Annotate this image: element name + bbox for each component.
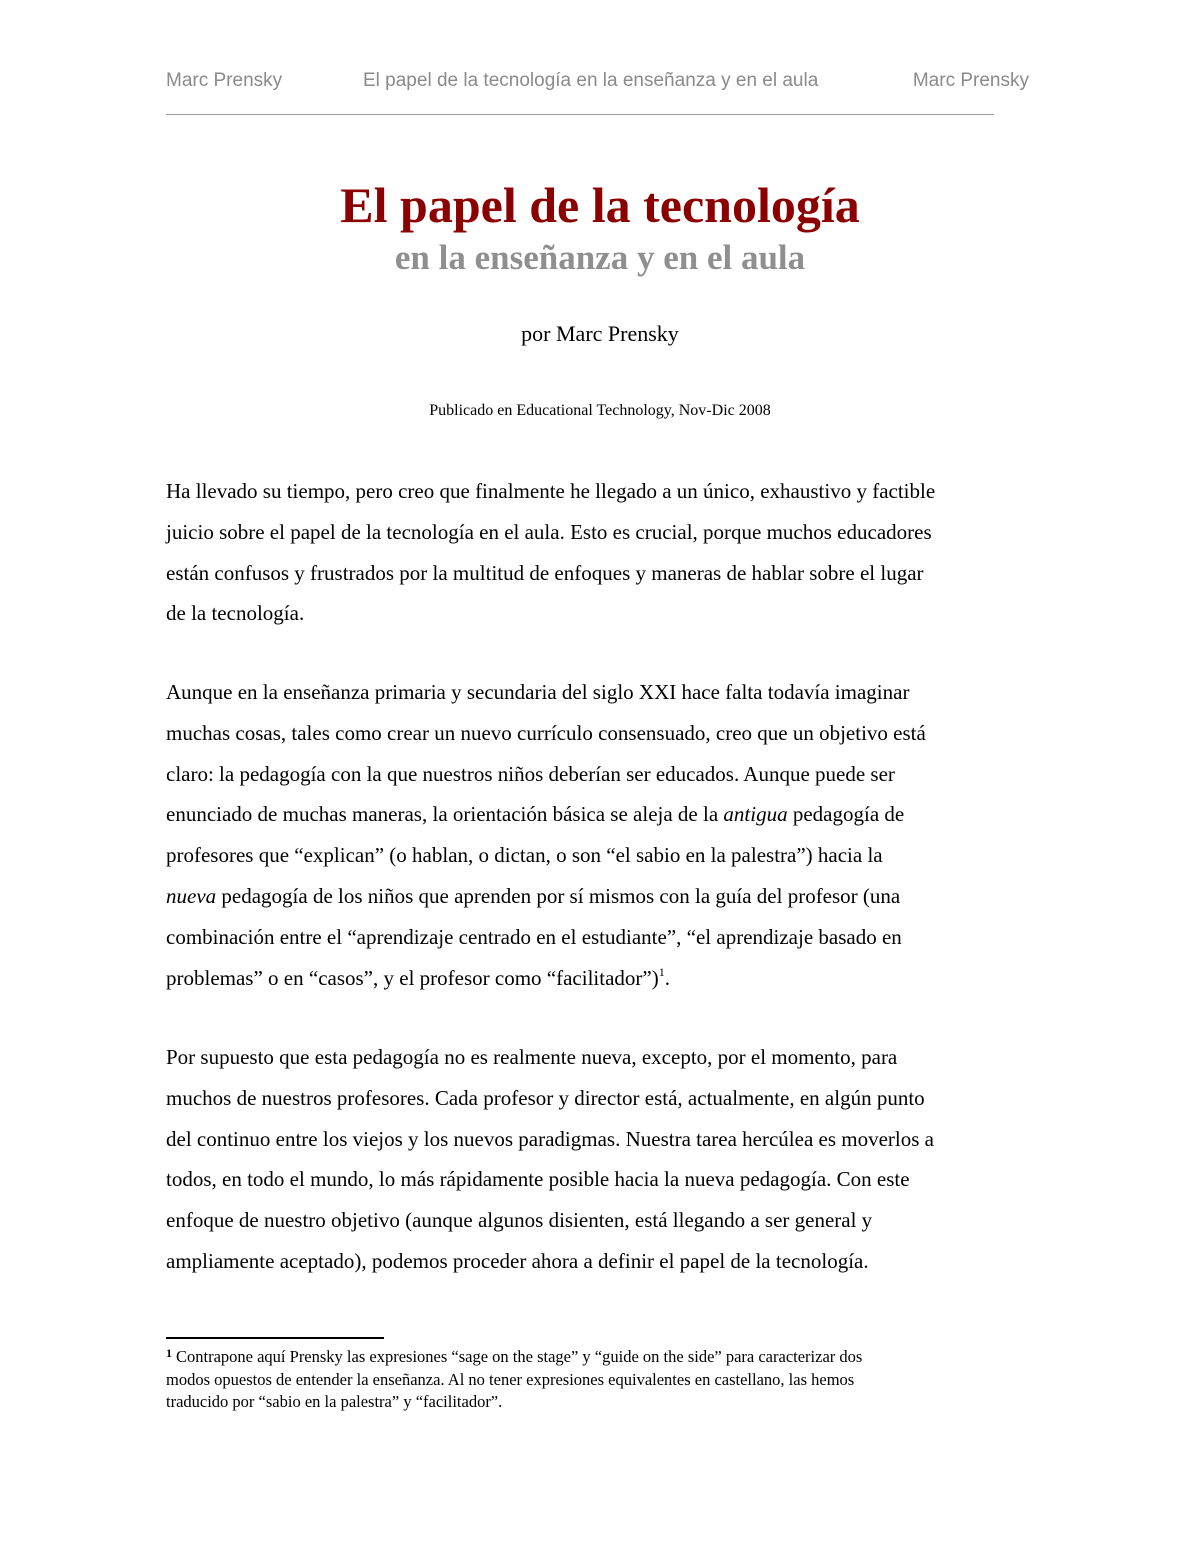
header-document-title: El papel de la tecnología en la enseñanza y en el aula [363,70,819,91]
text-run: problemas” o en “casos”, y el profesor como “facilitador”) [166,965,659,990]
publication-note: Publicado en Educational Technology, Nov-Dic 2008 [429,402,771,419]
paragraph-line: claro: la pedagogía con la que nuestros niños deberían ser educados. Aunque puede ser [166,761,895,786]
emphasis-antigua: antigua [723,802,788,827]
header-divider [166,114,994,115]
footnote-reference[interactable]: 1 [658,964,665,979]
running-header [166,70,1029,96]
paragraph-line: Por supuesto que esta pedagogía no es realmente nueva, excepto, por el momento, para [166,1045,898,1069]
paragraph-line: muchos de nuestros profesores. Cada profesor y director está, actualmente, en algún punto [166,1085,925,1110]
page-title: El papel de la tecnología [340,177,860,233]
paragraph-line: Aunque en la enseñanza primaria y secundaria del siglo XXI hace falta todavía imaginar [166,680,910,704]
paragraph-line: de la tecnología. [166,601,305,626]
header-author-left: Marc Prensky [166,70,283,91]
footnote-separator [166,1337,384,1339]
header-author-right: Marc Prensky [912,70,1029,91]
text-run: enunciado de muchas maneras, la orientación básica se aleja de la [166,802,724,827]
author-byline: por Marc Prensky [521,321,679,346]
paragraph-line [166,958,1034,999]
paragraph-3 [166,1037,1034,1282]
paragraph-line: están confusos y frustrados por la multitud de enfoques y maneras de hablar sobre el lugar [166,560,924,585]
paragraph-line [166,876,1034,917]
paragraph-line: del continuo entre los viejos y los nuevos paradigmas. Nuestra tarea hercúlea es moverlos a [166,1126,935,1151]
text-run: pedagogía de [787,802,905,827]
footnote [166,1346,1034,1414]
text-run: pedagogía de los niños que aprenden por sí mismos con la guía del profesor (una [216,883,901,908]
paragraph-line: muchas cosas, tales como crear un nuevo currículo consensuado, creo que un objetivo está [166,720,926,745]
paragraph-2 [166,672,1034,998]
paragraph-line: juicio sobre el papel de la tecnología en el aula. Esto es crucial, porque muchos educadores [166,519,932,544]
footnote-number: 1 [166,1346,172,1360]
page-subtitle: en la enseñanza y en el aula [394,238,806,277]
paragraph-line: Ha llevado su tiempo, pero creo que finalmente he llegado a un único, exhaustivo y factible [166,479,936,503]
footnote-line: traducido por “sabio en la palestra” y “facilitador”. [166,1392,503,1411]
paragraph-line: combinación entre el “aprendizaje centrado en el estudiante”, “el aprendizaje basado en [166,924,902,949]
footnote-line [166,1346,1034,1369]
paragraph-line [166,794,1034,835]
paragraph-line: profesores que “explican” (o hablan, o dictan, o son “el sabio en la palestra”) hacia la [166,843,883,868]
paragraph-line: ampliamente aceptado), podemos proceder ahora a definir el papel de la tecnología. [166,1248,869,1273]
paragraph-line: enfoque de nuestro objetivo (aunque algunos disienten, está llegando a ser general y [166,1208,873,1233]
footnote-line: modos opuestos de entender la enseñanza. Al no tener expresiones equivalentes en castellano, las hemos [166,1369,855,1389]
text-run: Contrapone aquí Prensky las expresiones “sage on the stage” y “guide on the side” para caracterizar dos [176,1347,863,1366]
paragraph-line: todos, en todo el mundo, lo más rápidamente posible hacia la nueva pedagogía. Con este [166,1167,910,1192]
text-run: . [664,965,670,990]
paragraph-1 [166,471,1034,634]
emphasis-nueva: nueva [166,883,217,908]
